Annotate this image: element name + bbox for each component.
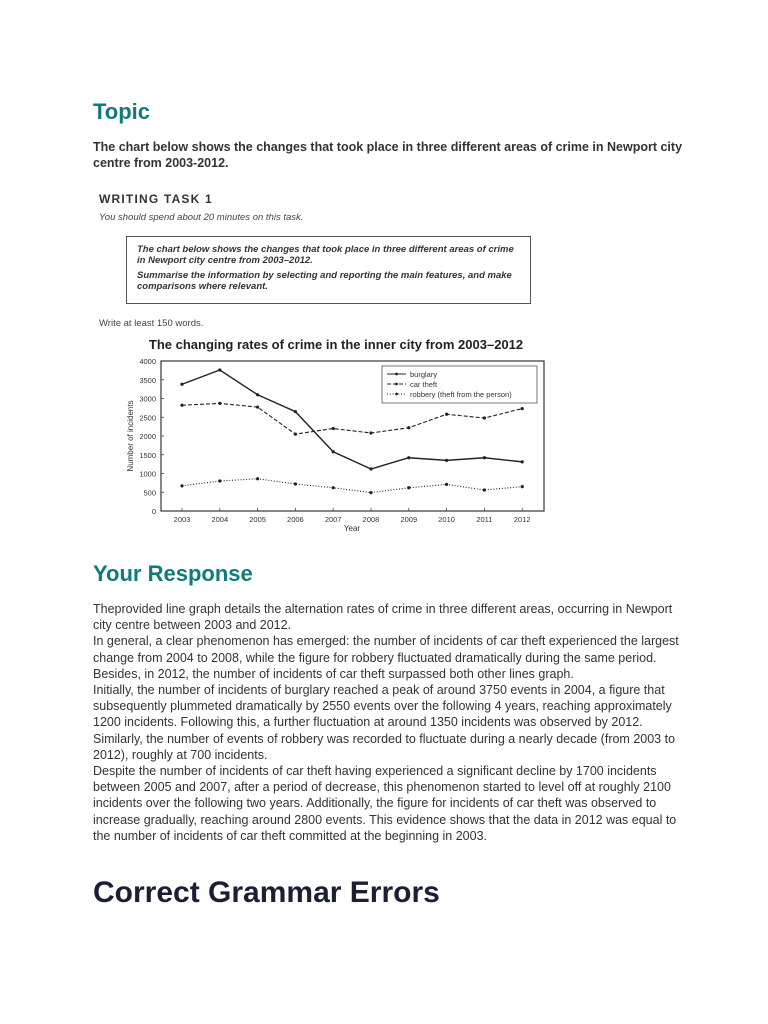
crime-line-chart [93,332,553,532]
y-tick-label: 1000 [139,469,156,479]
x-tick-label: 2003 [173,515,191,524]
chart-title: The changing rates of crime in the inner city from 2003–2012 [148,337,524,352]
y-tick-label: 3000 [139,394,156,404]
x-tick-label: 2010 [438,515,455,524]
series-2-point [369,431,372,434]
series-2-point [256,406,259,409]
x-tick-label: 2008 [362,515,380,524]
series-1-point [521,460,524,463]
series-3-point [294,482,297,485]
y-tick-label: 2500 [139,413,156,423]
series-3-point [256,477,259,480]
legend-label-1: burglary [410,369,438,379]
legend-marker-2 [395,383,398,386]
x-tick-label: 2006 [287,515,304,524]
x-tick-label: 2004 [211,515,229,524]
grammar-heading: Correct Grammar Errors [93,876,440,909]
series-1-point [332,450,335,453]
series-2-point [445,413,448,416]
series-2-point [180,404,183,407]
series-line-3 [182,479,522,493]
series-2-point [483,416,486,419]
writing-task-instructions-box [126,236,531,304]
series-3-point [332,486,335,489]
y-tick-label: 2000 [139,432,156,441]
response-heading: Your Response [93,561,253,586]
response-paragraph-4: Despite the number of incidents of car theft having experienced a significant decline by 1700 incidents between 2005 and 2007, after a period of decrease, this phenomenon started to level off at roughly 2100 incidents over the following two years. Additionally, the figure for incidents of car theft was observed to increase gradually, reaching around 2800 events. This evidence shows that the data in 2012 was equal to the number of incidents of car theft committed at the beginning in 2003. [93,764,677,843]
instructions-line-1: The chart below shows the changes that took place in three different areas of crime in Newport city centre from 2003–2012. [137,244,514,266]
series-3-point [218,479,221,482]
legend [382,366,537,403]
x-tick-label: 2007 [324,515,342,524]
series-2-point [332,427,335,430]
series-1-point [483,456,486,459]
y-tick-label: 1500 [139,450,156,460]
writing-task-subtitle: You should spend about 20 minutes on this task. [99,212,304,223]
y-axis-label: Number of incidents [126,400,135,472]
x-axis-label: Year [343,524,361,532]
legend-label-3: robbery (theft from the person) [410,389,512,399]
legend-label-2: car theft [410,379,438,389]
writing-task-title: WRITING TASK 1 [99,192,213,206]
topic-heading: Topic [93,99,151,124]
series-3-point [521,485,524,488]
series-2-point [218,402,221,405]
series-3-point [483,488,486,491]
y-tick-label: 500 [143,488,156,498]
series-3-point [445,483,448,486]
series-line-2 [182,403,522,434]
series-2-point [521,407,524,410]
series-3-point [180,484,183,487]
x-tick-label: 2011 [476,515,493,524]
response-paragraph-2: In general, a clear phenomenon has emerged: the number of incidents of car theft experienced the largest change from 2004 to 2008, while the figure for robbery fluctuated dramatically during the same period. Besides, in 2012, the number of incidents of car theft surpassed both other lines graph. [93,634,679,681]
response-body [93,601,683,844]
x-tick-label: 2009 [400,515,418,524]
topic-text: The chart below shows the changes that took place in three different areas of crime in Newport city centre from 2003-2012. [93,140,683,170]
word-count-note: Write at least 150 words. [99,318,204,329]
series-1-point [407,456,410,459]
response-paragraph-1: Theprovided line graph details the alternation rates of crime in three different areas, occurring in Newport city centre between 2003 and 2012. [93,602,673,633]
series-1-point [294,410,297,413]
writing-task-image [93,188,553,533]
series-3-point [369,491,372,494]
series-1-point [180,383,183,386]
series-1-point [256,393,259,396]
series-3-point [407,486,410,489]
series-1-point [218,368,221,371]
instructions-line-2: Summarise the information by selecting and reporting the main features, and make comparisons where relevant. [137,270,512,292]
y-tick-label: 4000 [139,357,156,366]
y-tick-label: 0 [151,507,156,516]
series-1-point [445,459,448,462]
series-1-point [369,467,372,470]
series-2-point [407,426,410,429]
legend-marker-1 [395,373,398,376]
x-tick-label: 2012 [513,515,531,524]
legend-marker-3 [395,393,398,396]
x-tick-label: 2005 [249,515,266,524]
y-tick-label: 3500 [139,375,156,385]
response-paragraph-3: Initially, the number of incidents of burglary reached a peak of around 3750 events in 2004, a figure that subsequently plummeted dramatically by 2550 events over the following 4 years, reaching approximately 1200 incidents. Following this, a further fluctuation at around 1350 incidents was observed by 2012. Similarly, the number of events of robbery was recorded to fluctuate during a nearly decade (from 2003 to 2012), roughly at 700 incidents. [93,683,676,762]
series-2-point [294,433,297,436]
